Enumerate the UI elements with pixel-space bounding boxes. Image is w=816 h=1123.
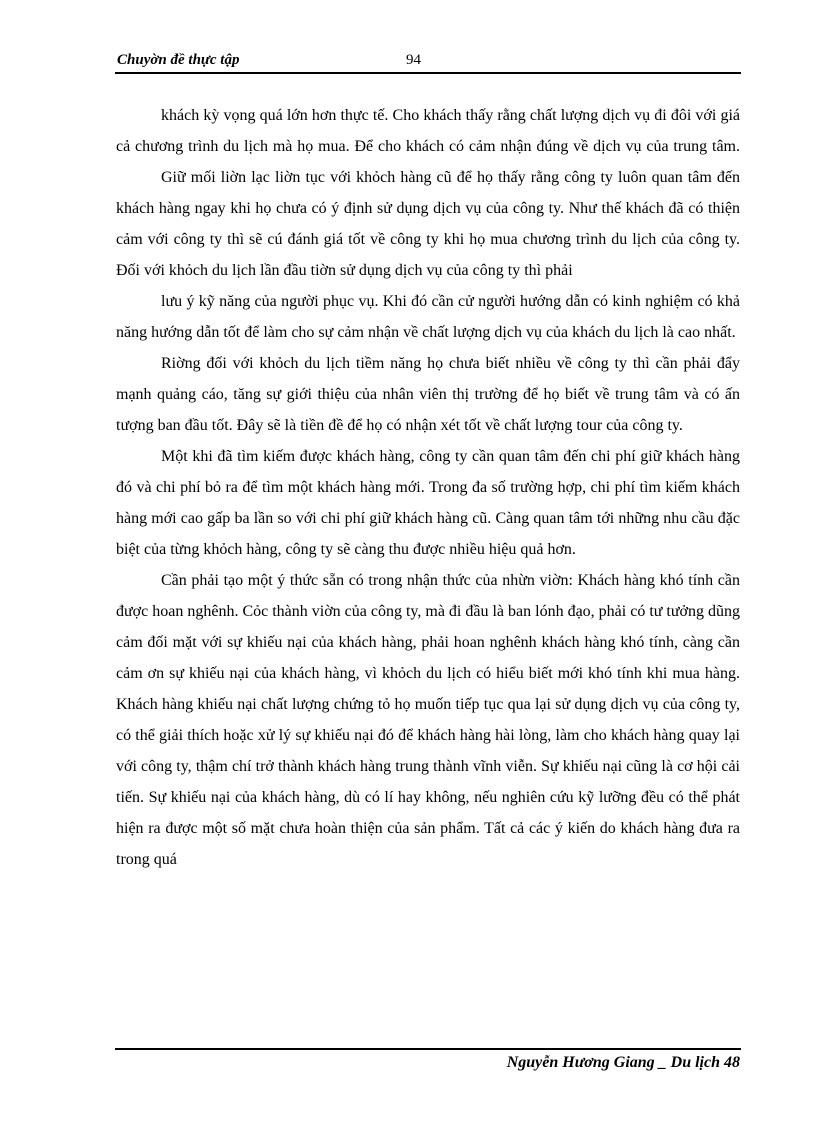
page-header <box>115 52 741 74</box>
paragraph-6: Cần phải tạo một ý thức sẵn có trong nhận thức của nhừn viờn: Khách hàng khó tính cần được hoan nghênh. Cỏc thành viờn của công ty, mà đi đầu là ban lónh đạo, phải có tư tưởng dũng cảm đối mặt với sự khiếu nại của khách hàng, phải hoan nghênh khách hàng khó tính, càng cần cảm ơn sự khiếu nại của khách hàng, vì khỏch du lịch có hiểu biết mới khó tính khi mua hàng. Khách hàng khiếu nại chất lượng chứng tỏ họ muốn tiếp tục qua lại sử dụng dịch vụ của công ty, có thể giải thích hoặc xử lý sự khiếu nại đó để khách hàng hài lòng, làm cho khách hàng quay lại với công ty, thậm chí trở thành khách hàng trung thành vĩnh viễn. Sự khiếu nại cũng là cơ hội cải tiến. Sự khiếu nại của khách hàng, dù có lí hay không, nếu nghiên cứu kỹ lưỡng đều có thể phát hiện ra được một số mặt chưa hoàn thiện của sản phẩm. Tất cả các ý kiến do khách hàng đưa ra trong quá <box>116 572 741 868</box>
page-number: 94 <box>406 52 421 68</box>
footer-author: Nguyễn Hương Giang _ Du lịch 48 <box>506 1054 740 1071</box>
paragraph-3: lưu ý kỹ năng của người phục vụ. Khi đó cần cử người hướng dẫn có kinh nghiệm có khả năng hướng dẫn tốt để làm cho sự cảm nhận về chất lượng dịch vụ của khách du lịch là cao nhất. <box>116 293 740 341</box>
footer-divider <box>115 1048 741 1050</box>
header-divider <box>115 72 741 74</box>
paragraph-2: Giữ mối liờn lạc liờn tục với khỏch hàng cũ để họ thấy rằng công ty luôn quan tâm đến khách hàng ngay khi họ chưa có ý định sử dụng dịch vụ của công ty. Như thế khách đã có thiện cảm với công ty thì sẽ cú đánh giá tốt về công ty khi họ mua chương trình du lịch của công ty. Đối với khỏch du lịch lần đầu tiờn sử dụng dịch vụ của công ty thì phải <box>116 169 740 279</box>
page-body <box>116 100 740 875</box>
document-title: Chuyờn đề thực tập <box>117 52 240 68</box>
paragraph-4: Riờng đối với khỏch du lịch tiềm năng họ chưa biết nhiều về công ty thì cần phải đẩy mạnh quảng cáo, tăng sự giới thiệu của nhân viên thị trường để họ biết về trung tâm và có ấn tượng ban đầu tốt. Đây sẽ là tiền đề để họ có nhận xét tốt về chất lượng tour của công ty. <box>116 355 740 434</box>
paragraph-5: Một khi đã tìm kiếm được khách hàng, công ty cần quan tâm đến chi phí giữ khách hàng đó và chi phí bỏ ra để tìm một khách hàng mới. Trong đa số trường hợp, chi phí tìm kiếm khách hàng mới cao gấp ba lần so với chi phí giữ khách hàng cũ. Càng quan tâm tới những nhu cầu đặc biệt của từng khỏch hàng, công ty sẽ càng thu được nhiều hiệu quả hơn. <box>116 448 740 558</box>
paragraph-1: khách kỳ vọng quá lớn hơn thực tế. Cho khách thấy rằng chất lượng dịch vụ đi đôi với giá cả chương trình du lịch mà họ mua. Để cho khách có cảm nhận đúng về dịch vụ của trung tâm. <box>116 107 740 155</box>
